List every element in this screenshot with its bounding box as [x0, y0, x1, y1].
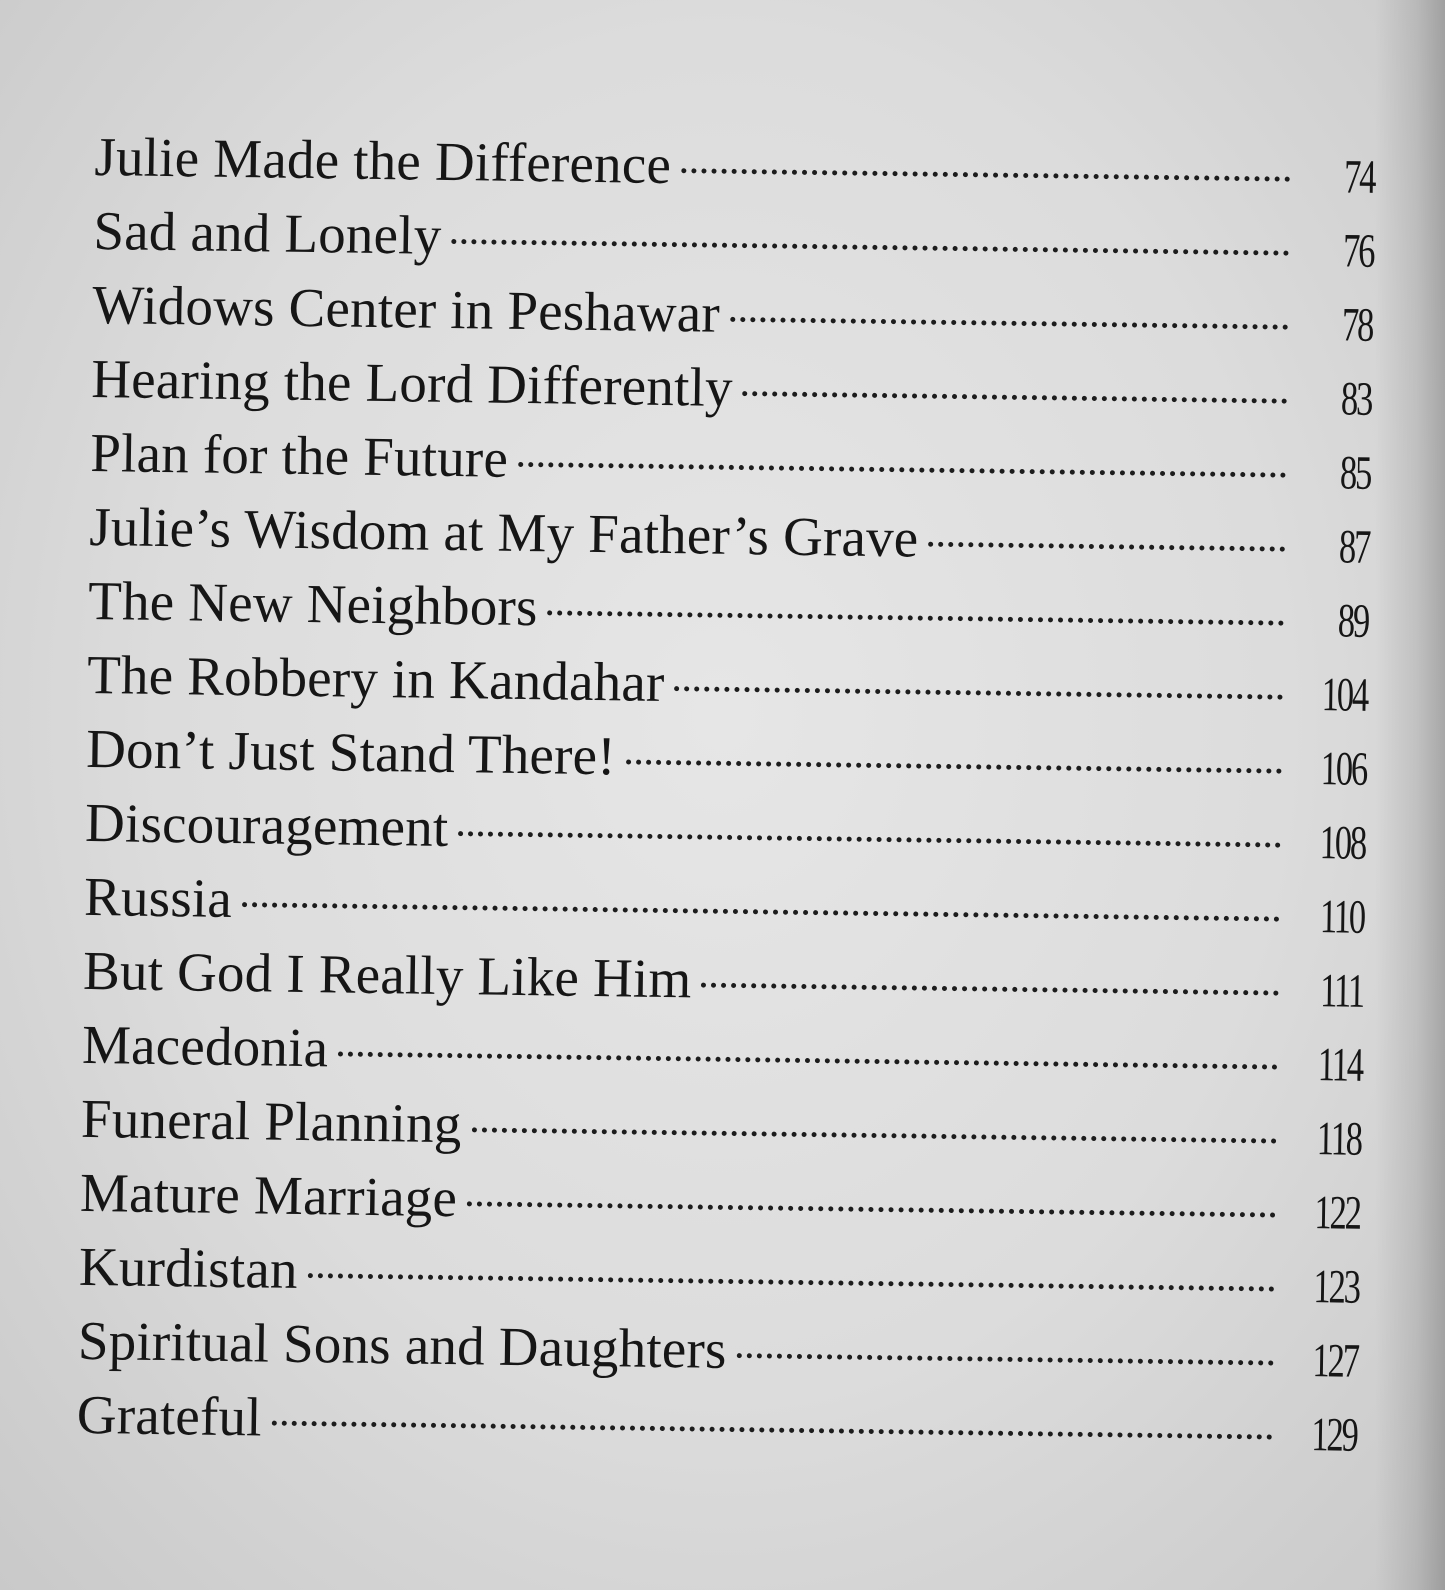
toc-entry-page: 118 — [1316, 1112, 1362, 1166]
toc-entry-title: The Robbery in Kandahar — [86, 643, 665, 714]
table-of-contents — [76, 120, 1374, 1470]
toc-entry-page: 83 — [1340, 372, 1372, 426]
dot-leader — [272, 1421, 1273, 1440]
toc-entry-title: Discouragement — [84, 791, 449, 859]
toc-entry-page: 108 — [1319, 816, 1366, 870]
toc-entry-page: 129 — [1311, 1408, 1358, 1462]
toc-entry-page: 106 — [1320, 742, 1367, 796]
toc-entry-title: Hearing the Lord Differently — [90, 347, 734, 418]
dot-leader — [338, 1051, 1278, 1069]
toc-entry-page: 74 — [1343, 150, 1375, 204]
toc-entry-title: Don’t Just Stand There! — [85, 717, 617, 787]
dot-leader — [518, 462, 1286, 478]
toc-entry-page: 85 — [1339, 446, 1371, 500]
toc-entry-title: Julie’s Wisdom at My Father’s Grave — [88, 495, 919, 569]
dot-leader — [701, 983, 1279, 996]
dot-leader — [737, 1353, 1274, 1366]
dot-leader — [451, 239, 1289, 256]
dot-leader — [458, 831, 1281, 847]
toc-entry-title: Grateful — [76, 1383, 263, 1448]
toc-entry-page: 104 — [1321, 668, 1368, 722]
toc-entry-page: 111 — [1319, 964, 1364, 1018]
toc-entry-page: 122 — [1314, 1186, 1361, 1240]
toc-entry-title: Macedonia — [81, 1013, 329, 1079]
dot-leader — [681, 168, 1290, 182]
dot-leader — [743, 391, 1288, 404]
toc-entry-title: Spiritual Sons and Daughters — [77, 1309, 728, 1380]
toc-entry-title: Julie Made the Difference — [94, 125, 672, 196]
dot-leader — [928, 542, 1285, 552]
toc-entry-page: 114 — [1317, 1038, 1363, 1092]
toc-entry-title: Sad and Lonely — [93, 199, 442, 266]
toc-entry-page: 123 — [1313, 1260, 1360, 1314]
toc-entry-page: 127 — [1312, 1334, 1359, 1388]
dot-leader — [242, 902, 1280, 921]
toc-entry-title: But God I Really Like Him — [82, 939, 692, 1010]
dot-leader — [674, 686, 1283, 699]
toc-entry-page: 78 — [1341, 298, 1373, 352]
toc-entry-page: 76 — [1342, 224, 1374, 278]
toc-entry-title: Plan for the Future — [89, 421, 509, 489]
toc-entry-page: 89 — [1337, 594, 1369, 648]
toc-entry-title: The New Neighbors — [87, 569, 539, 638]
toc-entry-title: Widows Center in Peshawar — [91, 273, 721, 344]
dot-leader — [467, 1201, 1276, 1217]
toc-entry-page: 110 — [1319, 890, 1365, 944]
toc-entry-page: 87 — [1338, 520, 1370, 574]
dot-leader — [626, 759, 1282, 773]
toc-entry-title: Russia — [83, 865, 233, 929]
toc-entry-title: Funeral Planning — [80, 1087, 462, 1155]
dot-leader — [730, 317, 1288, 330]
toc-entry-title: Kurdistan — [78, 1235, 299, 1300]
dot-leader — [308, 1273, 1275, 1292]
dot-leader — [548, 610, 1285, 625]
dot-leader — [471, 1127, 1276, 1143]
toc-entry-title: Mature Marriage — [79, 1161, 458, 1229]
